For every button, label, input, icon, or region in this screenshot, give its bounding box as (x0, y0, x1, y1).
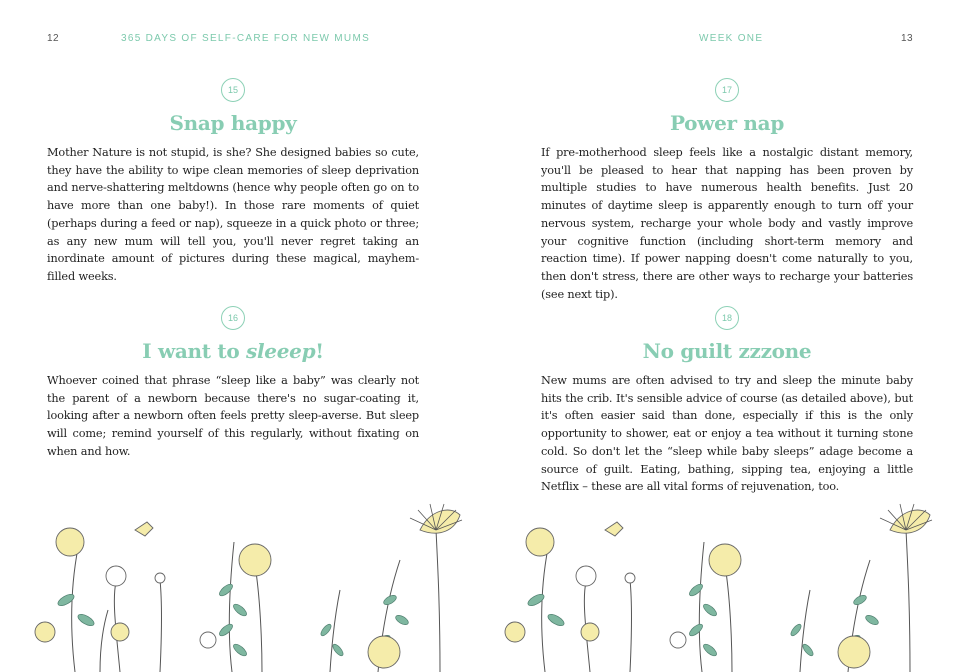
tip-title-prefix: I want to (142, 339, 247, 363)
tip-title: Snap happy (169, 111, 297, 135)
tip-title: No guilt zzzone (642, 339, 812, 363)
tip-number-badge: 15 (221, 78, 245, 102)
wildflower-illustration-icon (0, 490, 480, 672)
tip-title-suffix: ! (315, 339, 324, 363)
tip-title: Power nap (669, 111, 785, 135)
tip-number-badge: 16 (221, 306, 245, 330)
page-number: 13 (901, 33, 914, 44)
tip-body: If pre-motherhood sleep feels like a nostalgic distant memory, you'll be pleased to hear that napping has been proven by multiple studies to have numerous health benefits. Just 20 minutes of daytime sleep is apparently enough to turn off your nervous system, recharge your whole body and vastly improve your cognitive function (including short-term memory and reaction time). If power napping doesn't come naturally to you, then don't stress, there are other ways to recharge your batteries (see next tip). (541, 146, 913, 301)
tip-18 (541, 306, 913, 496)
tip-body: Whoever coined that phrase “sleep like a baby” was clearly not the parent of a newborn because there's no sugar-coating it, looking after a newborn often feels pretty sleep-averse. But sleep will come; remind yourself of this regularly, without fixating on when and how. (47, 374, 419, 458)
tip-16 (47, 306, 419, 461)
page-number: 12 (47, 33, 60, 44)
right-page (480, 0, 960, 672)
wildflower-illustration-icon (480, 490, 960, 672)
tip-number-badge: 17 (715, 78, 739, 102)
tip-body: Mother Nature is not stupid, is she? She designed babies so cute, they have the ability to wipe clean memories of sleep deprivation and nerve-shattering meltdowns (hence why people often go on to have more than one baby!). In those rare moments of quiet (perhaps during a feed or nap), squeeze in a quick photo or three; as any new mum will tell you, you'll never regret taking an inordinate amount of pictures during these magical, mayhem-filled weeks. (47, 146, 419, 283)
tip-number-badge: 18 (715, 306, 739, 330)
tip-title (47, 339, 419, 363)
running-head: WEEK ONE (699, 33, 764, 44)
running-head: 365 DAYS OF SELF-CARE FOR NEW MUMS (121, 33, 371, 44)
tip-15 (47, 78, 419, 286)
tip-17 (541, 78, 913, 303)
tip-body: New mums are often advised to try and sleep the minute baby hits the crib. It's sensible advice of course (as detailed above), but it's often easier said than done, especially if this is the only opportunity to shower, eat or enjoy a tea without it turning stone cold. So don't let the “sleep while baby sleeps” adage become a source of guilt. Eating, bathing, sipping tea, enjoying a little Netflix – these are all vital forms of rejuvenation, too. (541, 374, 913, 494)
tip-title-emphasis: sleeep (246, 339, 316, 363)
